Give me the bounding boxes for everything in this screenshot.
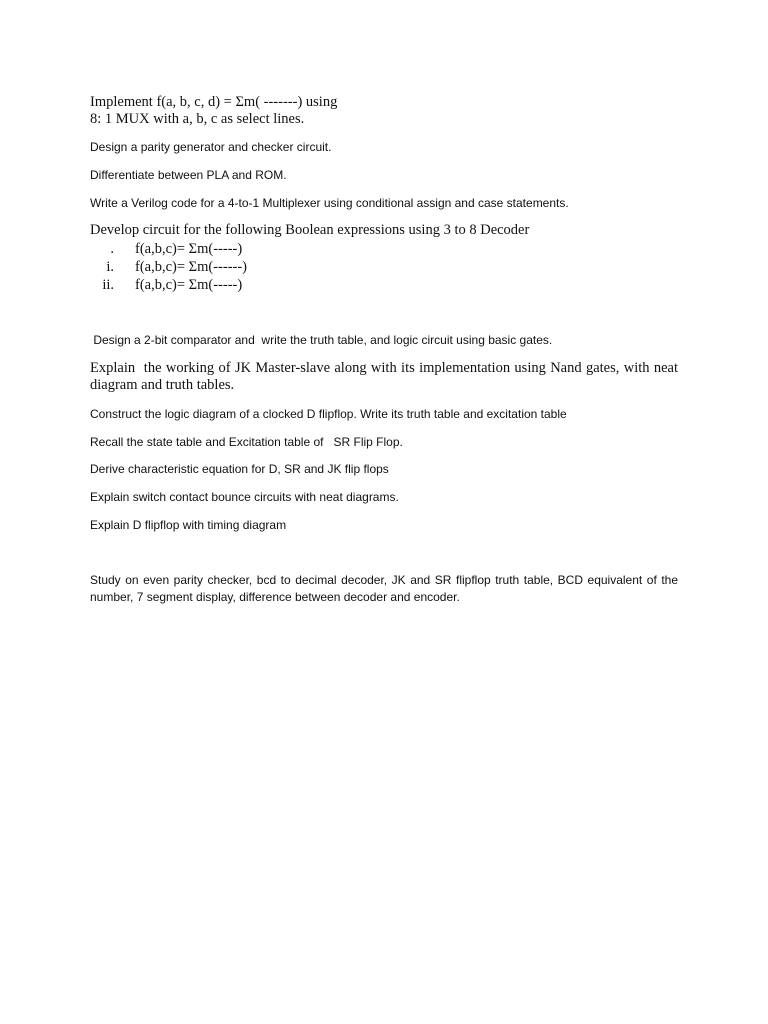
- question-verilog-mux: Write a Verilog code for a 4-to-1 Multiplexer using conditional assign and case statements.: [90, 196, 569, 210]
- question-sr-flipflop: Recall the state table and Excitation table of SR Flip Flop.: [90, 435, 403, 449]
- list-marker: ii.: [102, 277, 114, 293]
- list-item: f(a,b,c)= Σm(-----): [135, 277, 243, 293]
- list-marker: i.: [106, 259, 114, 275]
- question-mux-implementation: [90, 94, 678, 128]
- list-item: f(a,b,c)= Σm(-----): [135, 241, 243, 257]
- question-d-flipflop-timing: Explain D flipflop with timing diagram: [90, 518, 287, 532]
- question-characteristic-equation: Derive characteristic equation for D, SR and JK flip flops: [90, 462, 389, 476]
- question-mux-line-2: 8: 1 MUX with a, b, c as select lines.: [90, 111, 305, 127]
- question-jk-master-slave: Explain the working of JK Master-slave along with its implementation using Nand gates, with neat diagram and truth tables.: [90, 360, 682, 393]
- question-pla-rom: Differentiate between PLA and ROM.: [90, 168, 287, 182]
- question-contact-bounce: Explain switch contact bounce circuits with neat diagrams.: [90, 490, 399, 504]
- list-marker: .: [110, 241, 114, 257]
- question-parity-generator: Design a parity generator and checker circuit.: [90, 140, 332, 154]
- question-mux-line-1: Implement f(a, b, c, d) = Σm( -------) using: [90, 94, 338, 110]
- question-decoder-title: Develop circuit for the following Boolean expressions using 3 to 8 Decoder: [90, 222, 530, 238]
- question-clocked-d-flipflop: Construct the logic diagram of a clocked D flipflop. Write its truth table and excitation table: [90, 407, 567, 421]
- question-comparator: Design a 2-bit comparator and write the truth table, and logic circuit using basic gates.: [90, 333, 553, 347]
- list-item: f(a,b,c)= Σm(------): [135, 259, 248, 275]
- study-note: Study on even parity checker, bcd to decimal decoder, JK and SR flipflop truth table, BCD equivalent of the number, 7 segment display, difference between decoder and encoder.: [90, 573, 678, 604]
